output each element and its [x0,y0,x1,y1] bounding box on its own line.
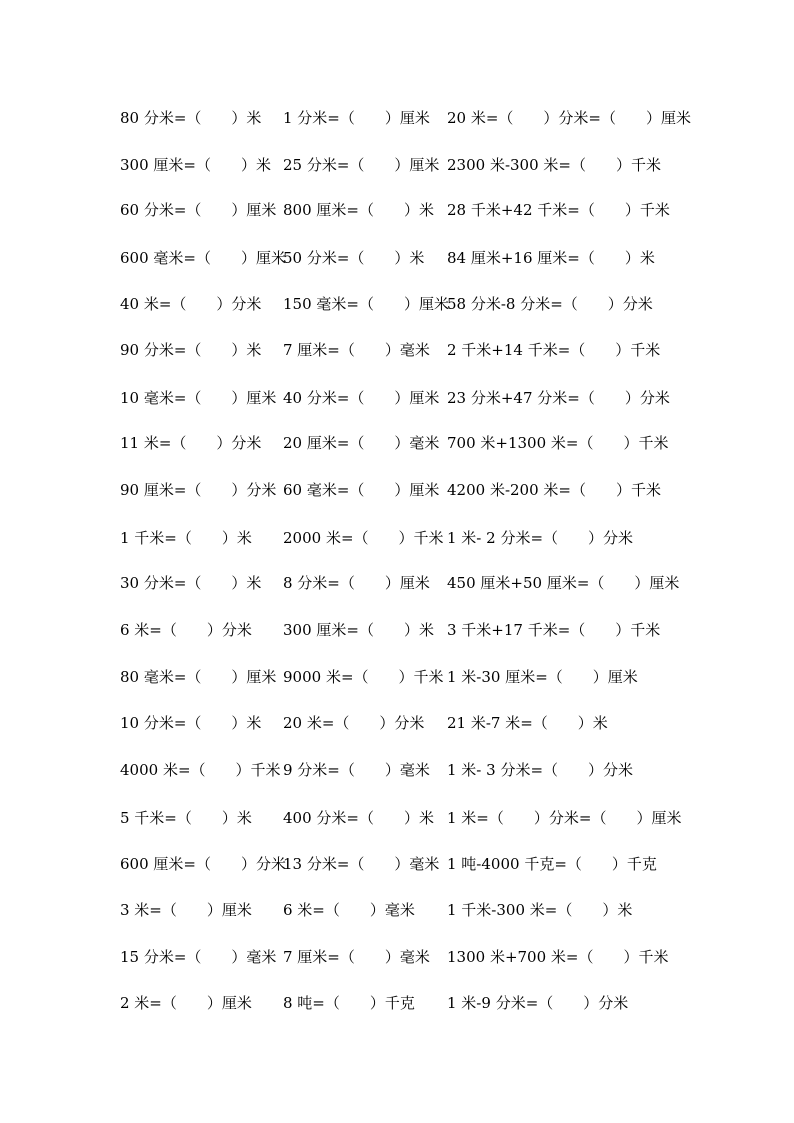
exercise-item: 1 吨-4000 千克=（ ）千克 [447,855,657,873]
exercise-row [0,386,794,410]
exercise-item: 9000 米=（ ）千米 [283,668,444,686]
exercise-row [0,991,794,1015]
exercise-item: 2300 米-300 米=（ ）千米 [447,156,661,174]
exercise-item: 20 米=（ ）分米 [283,714,425,732]
exercise-item: 20 厘米=（ ）毫米 [283,434,440,452]
exercise-item: 11 米=（ ）分米 [120,434,262,452]
exercise-item: 1 分米=（ ）厘米 [283,109,430,127]
exercise-item: 8 吨=（ ）千克 [283,994,415,1012]
exercise-row [0,292,794,316]
exercise-item: 600 毫米=（ ）厘米 [120,249,286,267]
exercise-item: 7 厘米=（ ）毫米 [283,341,430,359]
exercise-row [0,945,794,969]
exercise-item: 5 千米=（ ）米 [120,809,252,827]
exercise-row [0,106,794,130]
exercise-item: 300 厘米=（ ）米 [120,156,271,174]
exercise-row [0,711,794,735]
exercise-item: 400 分米=（ ）米 [283,809,434,827]
exercise-item: 40 米=（ ）分米 [120,295,262,313]
exercise-item: 1 千米-300 米=（ ）米 [447,901,633,919]
exercise-row [0,153,794,177]
exercise-row [0,431,794,455]
exercise-item: 80 分米=（ ）米 [120,109,262,127]
exercise-item: 2 千米+14 千米=（ ）千米 [447,341,661,359]
exercise-row [0,198,794,222]
exercise-row [0,526,794,550]
exercise-row [0,478,794,502]
exercise-item: 50 分米=（ ）米 [283,249,425,267]
exercise-item: 40 分米=（ ）厘米 [283,389,440,407]
exercise-item: 300 厘米=（ ）米 [283,621,434,639]
exercise-item: 1 千米=（ ）米 [120,529,252,547]
exercise-row [0,338,794,362]
exercise-item: 58 分米-8 分米=（ ）分米 [447,295,653,313]
exercise-item: 4000 米=（ ）千米 [120,761,281,779]
exercise-item: 1300 米+700 米=（ ）千米 [447,948,669,966]
exercise-item: 2 米=（ ）厘米 [120,994,252,1012]
exercise-item: 90 厘米=（ ）分米 [120,481,277,499]
exercise-item: 8 分米=（ ）厘米 [283,574,430,592]
exercise-item: 23 分米+47 分米=（ ）分米 [447,389,670,407]
exercise-item: 150 毫米=（ ）厘米 [283,295,449,313]
exercise-row [0,665,794,689]
exercise-item: 1 米=（ ）分米=（ ）厘米 [447,809,682,827]
exercise-row [0,246,794,270]
exercise-item: 28 千米+42 千米=（ ）千米 [447,201,670,219]
exercise-item: 1 米-9 分米=（ ）分米 [447,994,629,1012]
exercise-row [0,898,794,922]
exercise-item: 2000 米=（ ）千米 [283,529,444,547]
exercise-row [0,758,794,782]
exercise-item: 10 分米=（ ）米 [120,714,262,732]
exercise-item: 6 米=（ ）毫米 [283,901,415,919]
exercise-item: 450 厘米+50 厘米=（ ）厘米 [447,574,680,592]
exercise-row [0,618,794,642]
exercise-item: 15 分米=（ ）毫米 [120,948,277,966]
exercise-item: 3 米=（ ）厘米 [120,901,252,919]
exercise-item: 1 米- 3 分米=（ ）分米 [447,761,634,779]
exercise-item: 9 分米=（ ）毫米 [283,761,430,779]
exercise-item: 25 分米=（ ）厘米 [283,156,440,174]
exercise-item: 1 米- 2 分米=（ ）分米 [447,529,634,547]
exercise-item: 1 米-30 厘米=（ ）厘米 [447,668,638,686]
exercise-item: 800 厘米=（ ）米 [283,201,434,219]
exercise-item: 600 厘米=（ ）分米 [120,855,286,873]
exercise-item: 21 米-7 米=（ ）米 [447,714,608,732]
exercise-item: 90 分米=（ ）米 [120,341,262,359]
exercise-row [0,571,794,595]
exercise-item: 80 毫米=（ ）厘米 [120,668,277,686]
exercise-row [0,852,794,876]
exercise-item: 6 米=（ ）分米 [120,621,252,639]
exercise-item: 60 分米=（ ）厘米 [120,201,277,219]
exercise-item: 4200 米-200 米=（ ）千米 [447,481,661,499]
exercise-item: 7 厘米=（ ）毫米 [283,948,430,966]
exercise-item: 30 分米=（ ）米 [120,574,262,592]
exercise-item: 700 米+1300 米=（ ）千米 [447,434,669,452]
exercise-row [0,806,794,830]
exercise-item: 20 米=（ ）分米=（ ）厘米 [447,109,691,127]
exercise-item: 10 毫米=（ ）厘米 [120,389,277,407]
exercise-item: 84 厘米+16 厘米=（ ）米 [447,249,655,267]
exercise-item: 60 毫米=（ ）厘米 [283,481,440,499]
exercise-item: 3 千米+17 千米=（ ）千米 [447,621,661,639]
exercise-item: 13 分米=（ ）毫米 [283,855,440,873]
